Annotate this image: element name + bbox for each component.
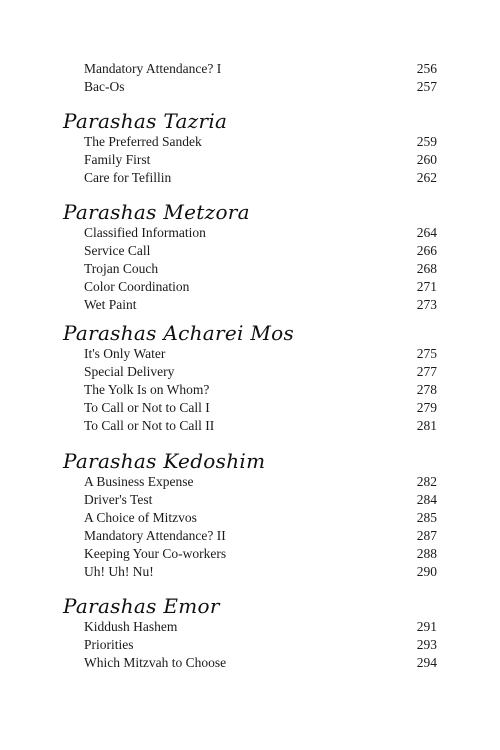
section-heading: Parashas Kedoshim: [63, 449, 266, 473]
toc-entry: [84, 381, 437, 399]
toc-entry: [84, 563, 437, 581]
entry-page-number: 260: [416, 152, 437, 167]
entry-page-number: 282: [416, 474, 437, 489]
toc-entry: [84, 399, 437, 417]
toc-entry: [84, 473, 437, 491]
entry-page-number: 288: [416, 546, 437, 561]
entry-title: Color Coordination: [84, 279, 190, 294]
entry-title: Special Delivery: [84, 364, 175, 379]
entry-page-number: 256: [416, 61, 437, 76]
toc-entry: [84, 278, 437, 296]
entry-page-number: 273: [416, 297, 437, 312]
section-heading: Parashas Metzora: [63, 200, 250, 224]
entry-page-number: 294: [416, 655, 437, 670]
toc-entry: [84, 345, 437, 363]
toc-entry: [84, 151, 437, 169]
entry-title: Trojan Couch: [84, 261, 159, 276]
toc-entry: [84, 527, 437, 545]
toc-entry: [84, 636, 437, 654]
toc-entry: [84, 78, 437, 96]
toc-entry: [84, 133, 437, 151]
entry-title: Mandatory Attendance? I: [84, 61, 222, 76]
entry-title: To Call or Not to Call II: [84, 418, 215, 433]
toc-entry: [84, 654, 437, 672]
toc-entry: [84, 363, 437, 381]
toc-entry: [84, 545, 437, 563]
entry-title: Uh! Uh! Nu!: [84, 564, 154, 579]
entry-title: A Choice of Mitzvos: [84, 510, 197, 525]
entry-title: The Preferred Sandek: [84, 134, 202, 149]
entry-title: Service Call: [84, 243, 151, 258]
toc-entry: [84, 509, 437, 527]
toc-entry: [84, 60, 437, 78]
toc-entry: [84, 224, 437, 242]
section-heading: Parashas Emor: [63, 594, 220, 618]
entry-page-number: 277: [416, 364, 437, 379]
entry-page-number: 291: [416, 619, 437, 634]
entry-page-number: 278: [416, 382, 437, 397]
entry-title: A Business Expense: [84, 474, 194, 489]
entry-title: Mandatory Attendance? II: [84, 528, 226, 543]
entry-title: Keeping Your Co-workers: [84, 546, 227, 561]
entry-title: Priorities: [84, 637, 134, 652]
entry-title: Classified Information: [84, 225, 206, 240]
toc-entry: [84, 491, 437, 509]
section-heading: Parashas Tazria: [63, 109, 228, 133]
toc-entry: [84, 169, 437, 187]
entry-page-number: 266: [416, 243, 437, 258]
entry-page-number: 268: [416, 261, 437, 276]
entry-title: Care for Tefillin: [84, 170, 172, 185]
entry-page-number: 284: [416, 492, 437, 507]
section-heading: Parashas Acharei Mos: [63, 321, 295, 345]
entry-page-number: 290: [416, 564, 437, 579]
entry-page-number: 264: [416, 225, 437, 240]
entry-title: Kiddush Hashem: [84, 619, 178, 634]
toc-entry: [84, 417, 437, 435]
entry-page-number: 262: [416, 170, 437, 185]
entry-title: Which Mitzvah to Choose: [84, 655, 227, 670]
toc-entry: [84, 260, 437, 278]
entry-page-number: 293: [416, 637, 437, 652]
toc-entry: [84, 618, 437, 636]
toc-entry: [84, 296, 437, 314]
entry-page-number: 281: [416, 418, 437, 433]
entry-page-number: 287: [416, 528, 437, 543]
entry-page-number: 275: [416, 346, 437, 361]
entry-title: It's Only Water: [84, 346, 166, 361]
entry-title: Bac-Os: [84, 79, 125, 94]
entry-page-number: 257: [416, 79, 437, 94]
entry-title: To Call or Not to Call I: [84, 400, 210, 415]
entry-page-number: 279: [416, 400, 437, 415]
entry-title: Driver's Test: [84, 492, 153, 507]
toc-entry: [84, 242, 437, 260]
entry-page-number: 271: [416, 279, 437, 294]
entry-title: The Yolk Is on Whom?: [84, 382, 210, 397]
entry-title: Wet Paint: [84, 297, 137, 312]
entry-title: Family First: [84, 152, 151, 167]
entry-page-number: 259: [416, 134, 437, 149]
entry-page-number: 285: [416, 510, 437, 525]
